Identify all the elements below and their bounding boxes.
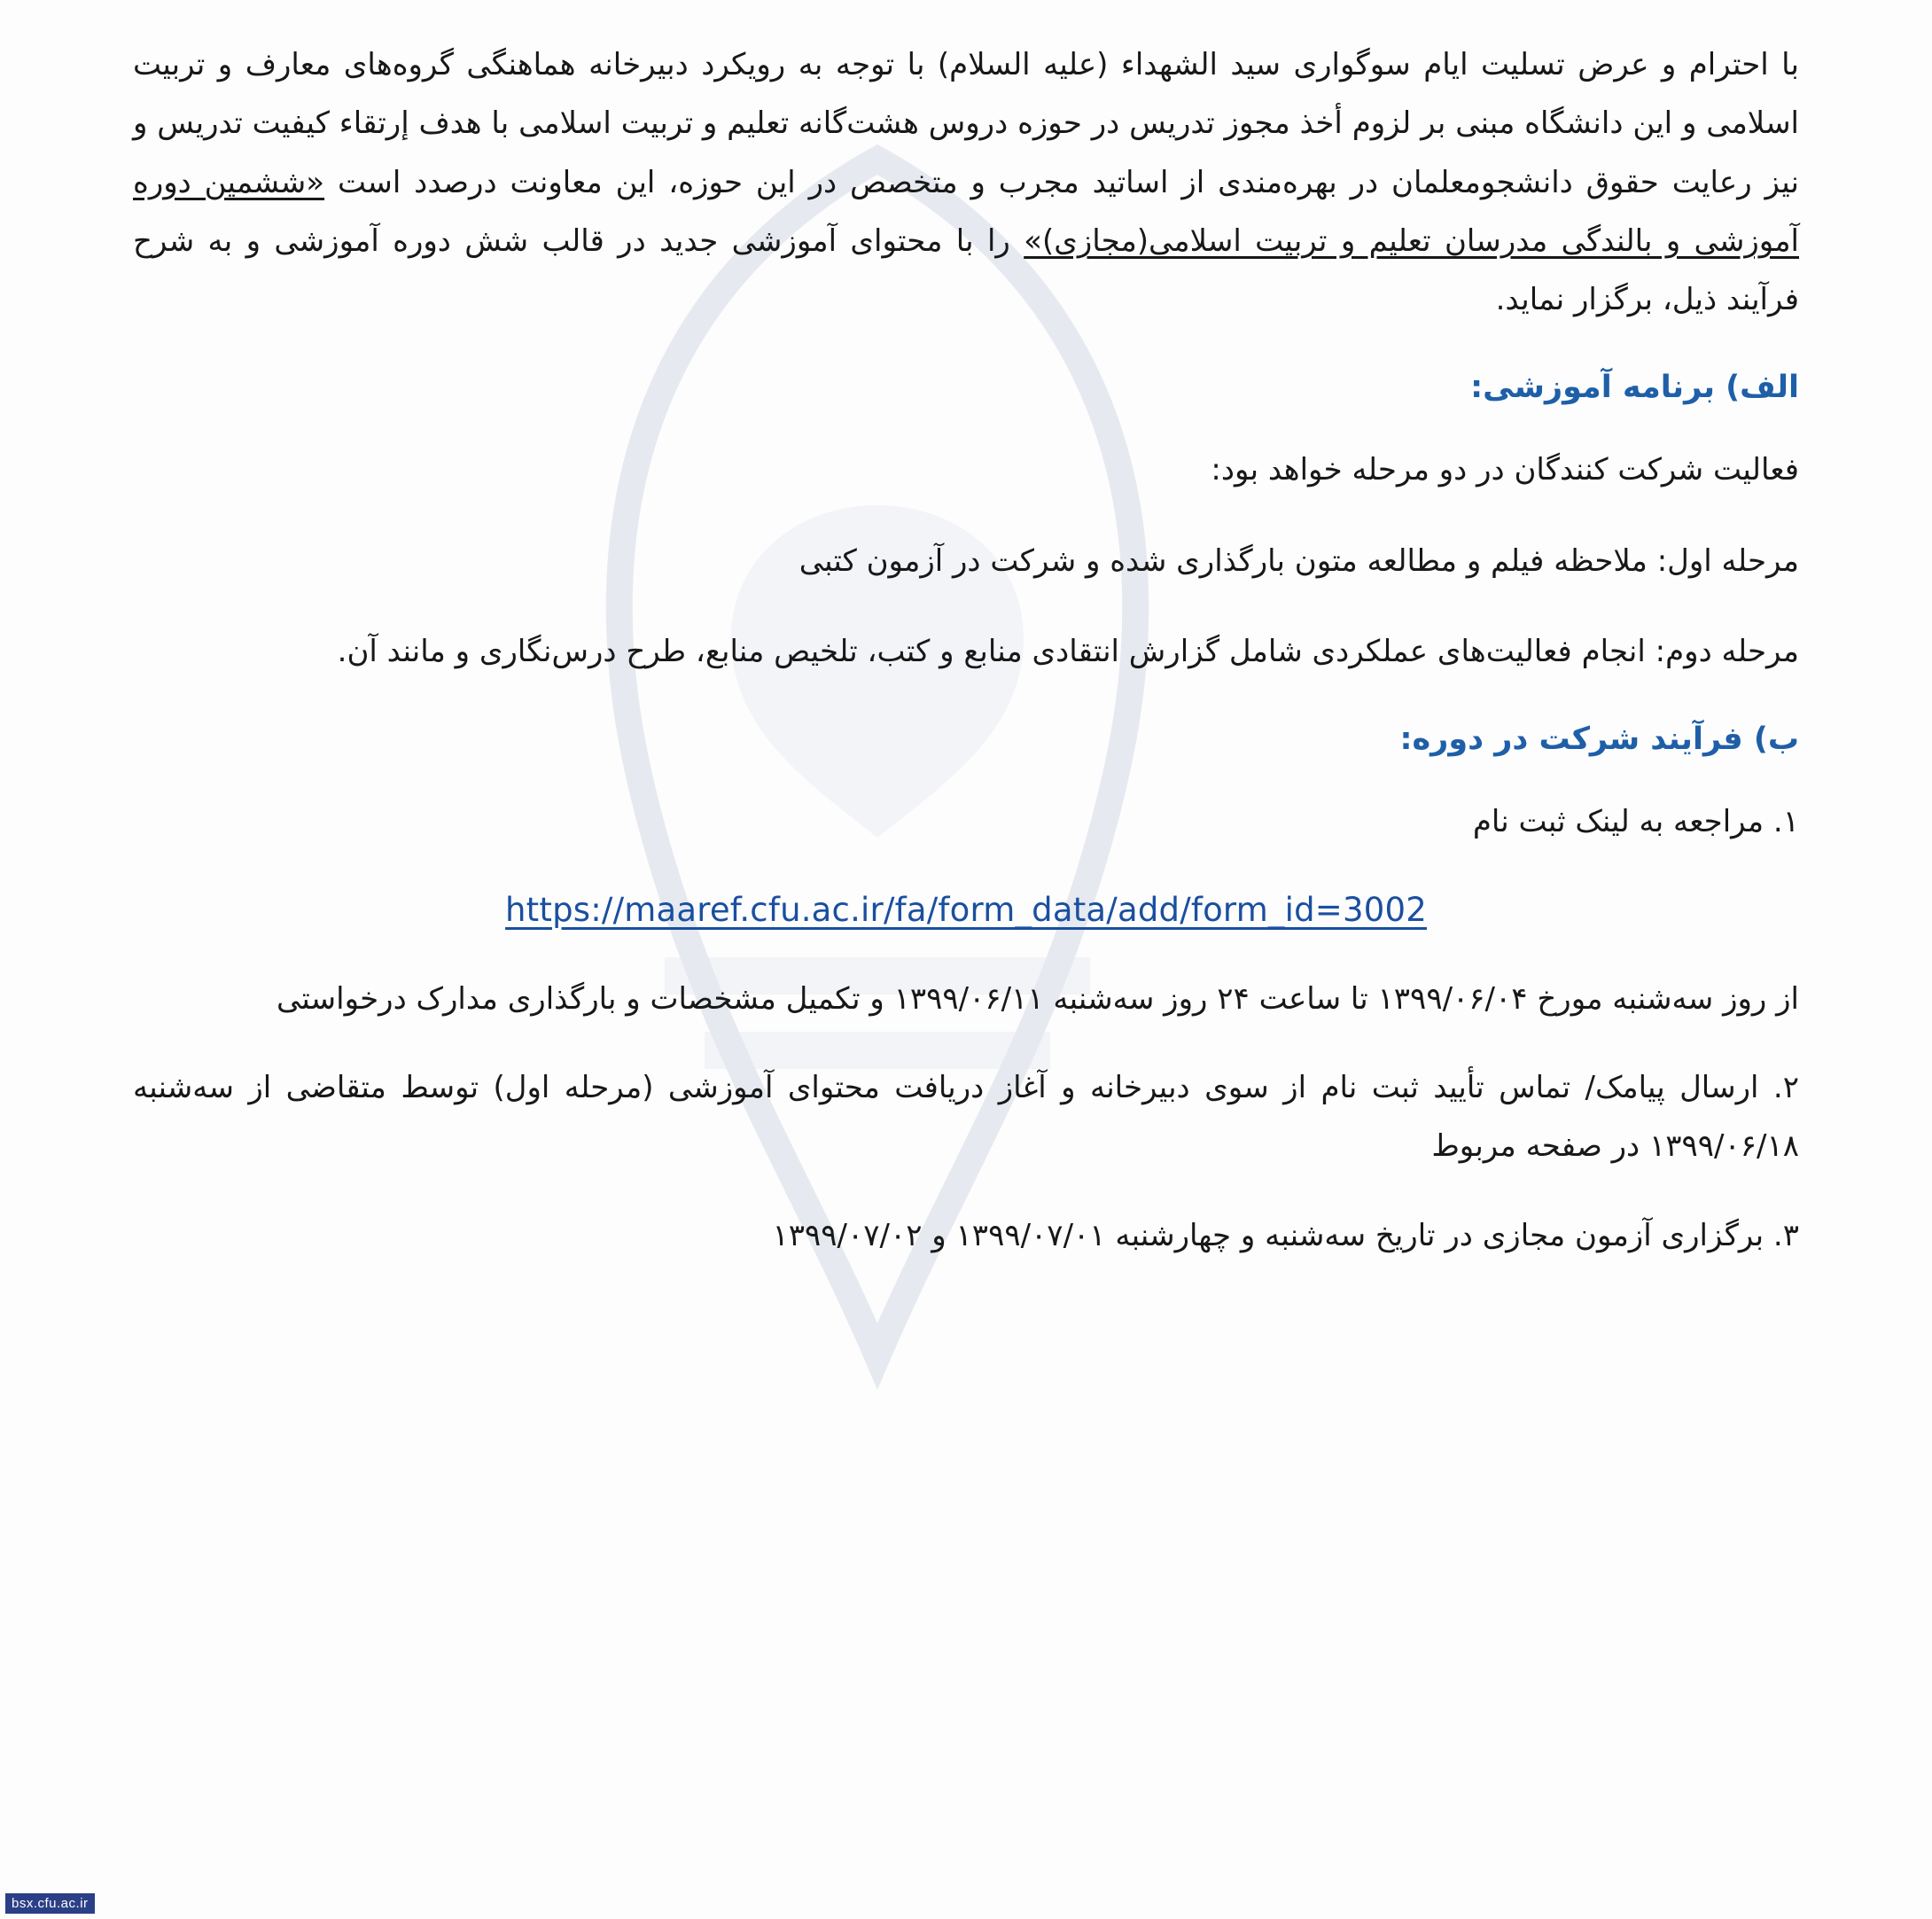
registration-link-row <box>133 891 1799 929</box>
section-heading-b: ب) فرآیند شرکت در دوره: <box>1399 722 1799 758</box>
document-body <box>133 35 1799 1297</box>
stage-one-text: مرحله اول: ملاحظه فیلم و مطالعه متون بارگذاری شده و شرکت در آزمون کتبی <box>799 542 1799 579</box>
section-a-lead: فعالیت شرکت کنندگان در دو مرحله خواهد بود: <box>1211 452 1799 488</box>
footer-site-stamp: bsx.cfu.ac.ir <box>5 1893 95 1914</box>
course-title-emphasis: «ششمین دوره آموزشی و بالندگی مدرسان تعلیم و تربیت اسلامی(مجازی)» <box>133 164 1799 259</box>
step-3-text: ۳. برگزاری آزمون مجازی در تاریخ سه‌شنبه و چهارشنبه ۱۳۹۹/۰۷/۰۱ و ۱۳۹۹/۰۷/۰۲ <box>772 1217 1799 1253</box>
registration-link[interactable]: https://maaref.cfu.ac.ir/fa/form_data/add/form_id=3002 <box>505 890 1427 929</box>
step-1-note-text: از روز سه‌شنبه مورخ ۱۳۹۹/۰۶/۰۴ تا ساعت ۲۴ روز سه‌شنبه ۱۳۹۹/۰۶/۱۱ و تکمیل مشخصات و بارگذاری مدارک درخواستی <box>277 980 1799 1017</box>
intro-text-part2: را با محتوای آموزشی جدید در قالب شش دوره آموزشی و به شرح فرآیند ذیل، برگزار نماید. <box>133 222 1799 318</box>
step-1-text: ۱. مراجعه به لینک ثبت نام <box>1472 804 1799 840</box>
stage-two-text: مرحله دوم: انجام فعالیت‌های عملکردی شامل گزارش انتقادی منابع و کتب، تلخیص منابع، طرح درس‌نگاری و مانند آن. <box>337 634 1799 670</box>
section-heading-a: الف) برنامه آموزشی: <box>1470 370 1799 406</box>
step-2-text: ۲. ارسال پیامک/ تماس تأیید ثبت نام از سوی دبیرخانه و آغاز دریافت محتوای آموزشی (مرحله اول) توسط متقاضی از سه‌شنبه ۱۳۹۹/۰۶/۱۸ در صفحه مربوط <box>133 1069 1799 1165</box>
intro-paragraph <box>133 35 1799 329</box>
intro-text-part1: با احترام و عرض تسلیت ایام سوگواری سید الشهداء (علیه السلام) با توجه به رویکرد دبیرخانه هماهنگی گروه‌های معارف و تربیت اسلامی و این دانشگاه مبنی بر لزوم أخذ مجوز تدریس در حوزه دروس هشت‌گانه تعلیم و تربیت اسلامی با هدف إرتقاء کیفیت تدریس و نیز رعایت حقوق دانشجومعلمان در بهره‌مندی از اساتید مجرب و متخصص در این حوزه، این معاونت درصدد است <box>133 47 1799 200</box>
